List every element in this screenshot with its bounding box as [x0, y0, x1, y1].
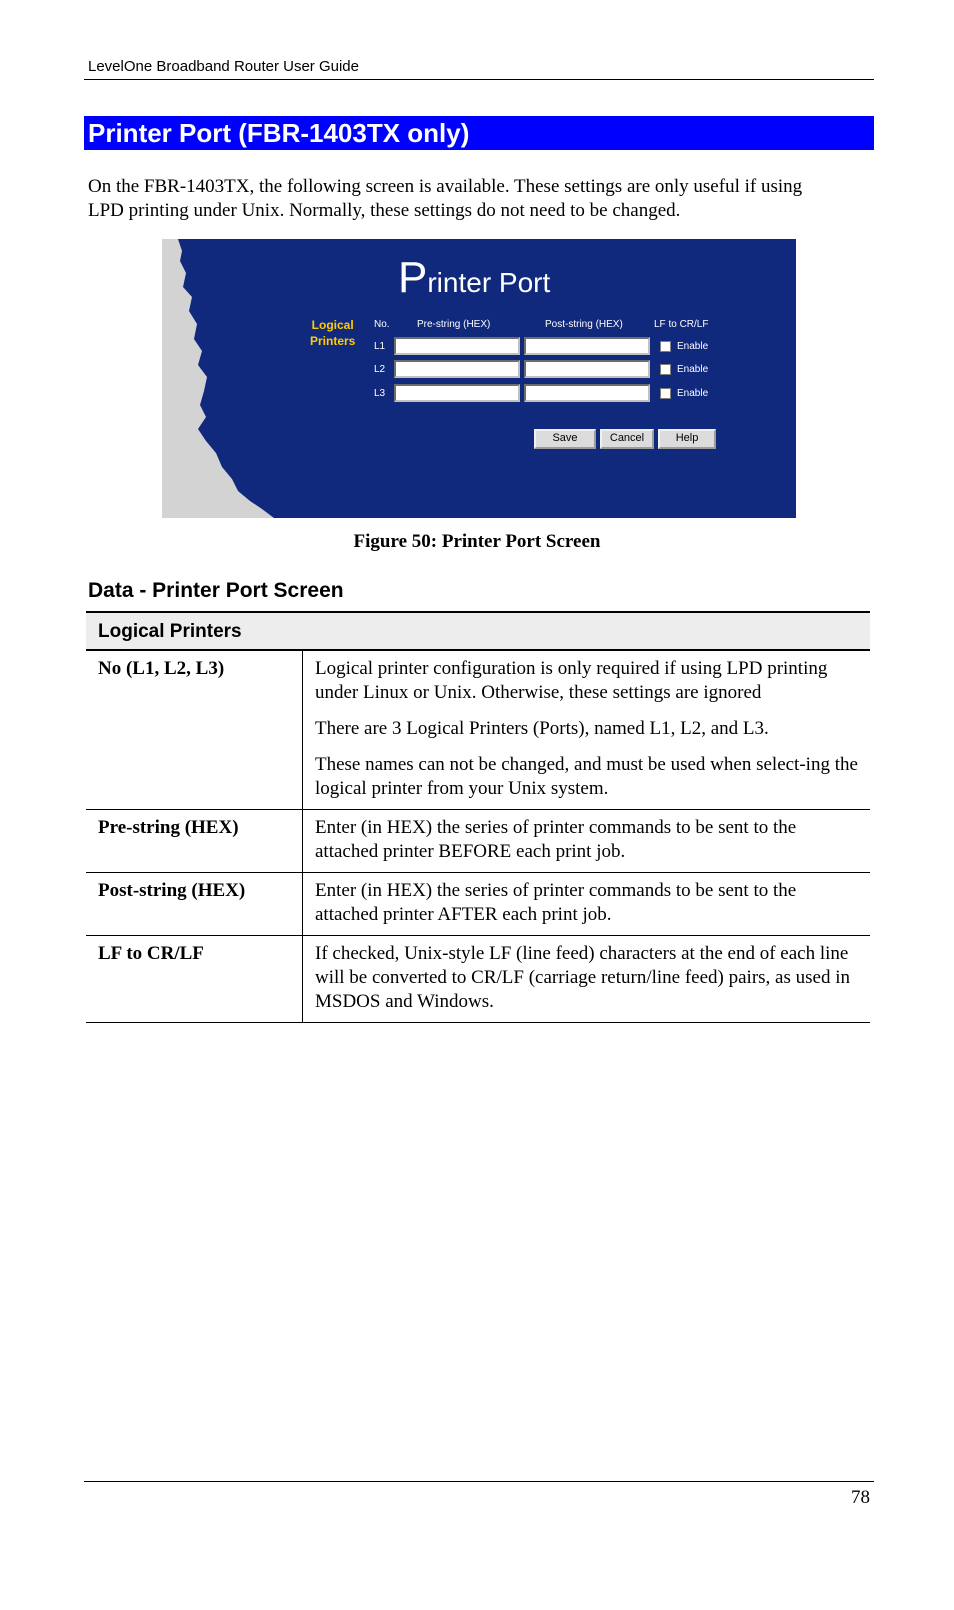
- col-post-header: Post-string (HEX): [545, 319, 623, 330]
- description-paragraph: There are 3 Logical Printers (Ports), named L1, L2, and L3.: [315, 718, 769, 739]
- running-header: LevelOne Broadband Router User Guide: [88, 58, 359, 75]
- data-heading: Data - Printer Port Screen: [88, 579, 344, 602]
- lf-checkbox-l2[interactable]: [660, 364, 671, 375]
- intro-paragraph: [88, 175, 878, 223]
- logical-printers-label: Logical Printers: [310, 318, 356, 348]
- cancel-button[interactable]: Cancel: [600, 429, 654, 449]
- post-string-input-l1[interactable]: [524, 337, 650, 355]
- enable-label-l2: Enable: [677, 364, 709, 375]
- figure-caption: Figure 50: Printer Port Screen: [353, 531, 601, 552]
- data-table: [86, 611, 870, 1023]
- description-paragraph: If checked, Unix-style LF (line feed) characters at the end of each line will be converted to CR/LF (carriage return/line feed) pairs, as used in MSDOS and Windows.: [315, 943, 850, 1012]
- col-pre-header: Pre-string (HEX): [417, 319, 491, 330]
- intro-line-1: On the FBR-1403TX, the following screen is available. These settings are only useful if using: [88, 176, 803, 197]
- post-string-input-l2[interactable]: [524, 360, 650, 378]
- group-title: Logical Printers: [86, 612, 870, 650]
- table-group-header: [86, 612, 870, 650]
- post-string-input-l3[interactable]: [524, 384, 650, 402]
- row-label-l2: L2: [374, 364, 386, 375]
- table-row: [86, 936, 870, 1023]
- figure-title: Printer Port: [398, 253, 551, 302]
- col-no-header: No.: [374, 319, 390, 330]
- pre-string-input-l1[interactable]: [394, 337, 520, 355]
- term-cell: Pre-string (HEX): [86, 810, 303, 873]
- description-cell: [303, 936, 871, 1023]
- description-paragraph: Enter (in HEX) the series of printer commands to be sent to the attached printer BEFORE each print job.: [315, 817, 797, 862]
- help-button[interactable]: Help: [658, 429, 716, 449]
- footer-rule: [84, 1481, 874, 1482]
- table-row: [86, 873, 870, 936]
- intro-line-2: LPD printing under Unix. Normally, these settings do not need to be changed.: [88, 200, 681, 221]
- row-label-l3: L3: [374, 388, 386, 399]
- pre-string-input-l3[interactable]: [394, 384, 520, 402]
- term-cell: LF to CR/LF: [86, 936, 303, 1023]
- pre-string-input-l2[interactable]: [394, 360, 520, 378]
- row-label-l1: L1: [374, 341, 386, 352]
- page-number: 78: [851, 1487, 870, 1508]
- lf-checkbox-l1[interactable]: [660, 341, 671, 352]
- description-paragraph: Logical printer configuration is only required if using LPD printing under Linux or Unix. Otherwise, these settings are ignored: [315, 658, 828, 703]
- description-cell: [303, 650, 871, 810]
- save-button[interactable]: Save: [534, 429, 596, 449]
- description-cell: [303, 873, 871, 936]
- printer-port-screenshot: [162, 239, 796, 518]
- section-title: Printer Port (FBR-1403TX only): [84, 116, 874, 150]
- enable-label-l3: Enable: [677, 388, 709, 399]
- col-lf-header: LF to CR/LF: [654, 319, 709, 330]
- term-cell: No (L1, L2, L3): [86, 650, 303, 810]
- enable-label-l1: Enable: [677, 341, 709, 352]
- header-rule: [84, 79, 874, 80]
- description-paragraph: Enter (in HEX) the series of printer commands to be sent to the attached printer AFTER each print job.: [315, 880, 797, 925]
- table-row: [86, 650, 870, 810]
- description-cell: [303, 810, 871, 873]
- lf-checkbox-l3[interactable]: [660, 388, 671, 399]
- description-paragraph: These names can not be changed, and must be used when select-ing the logical printer from your Unix system.: [315, 754, 858, 799]
- table-row: [86, 810, 870, 873]
- term-cell: Post-string (HEX): [86, 873, 303, 936]
